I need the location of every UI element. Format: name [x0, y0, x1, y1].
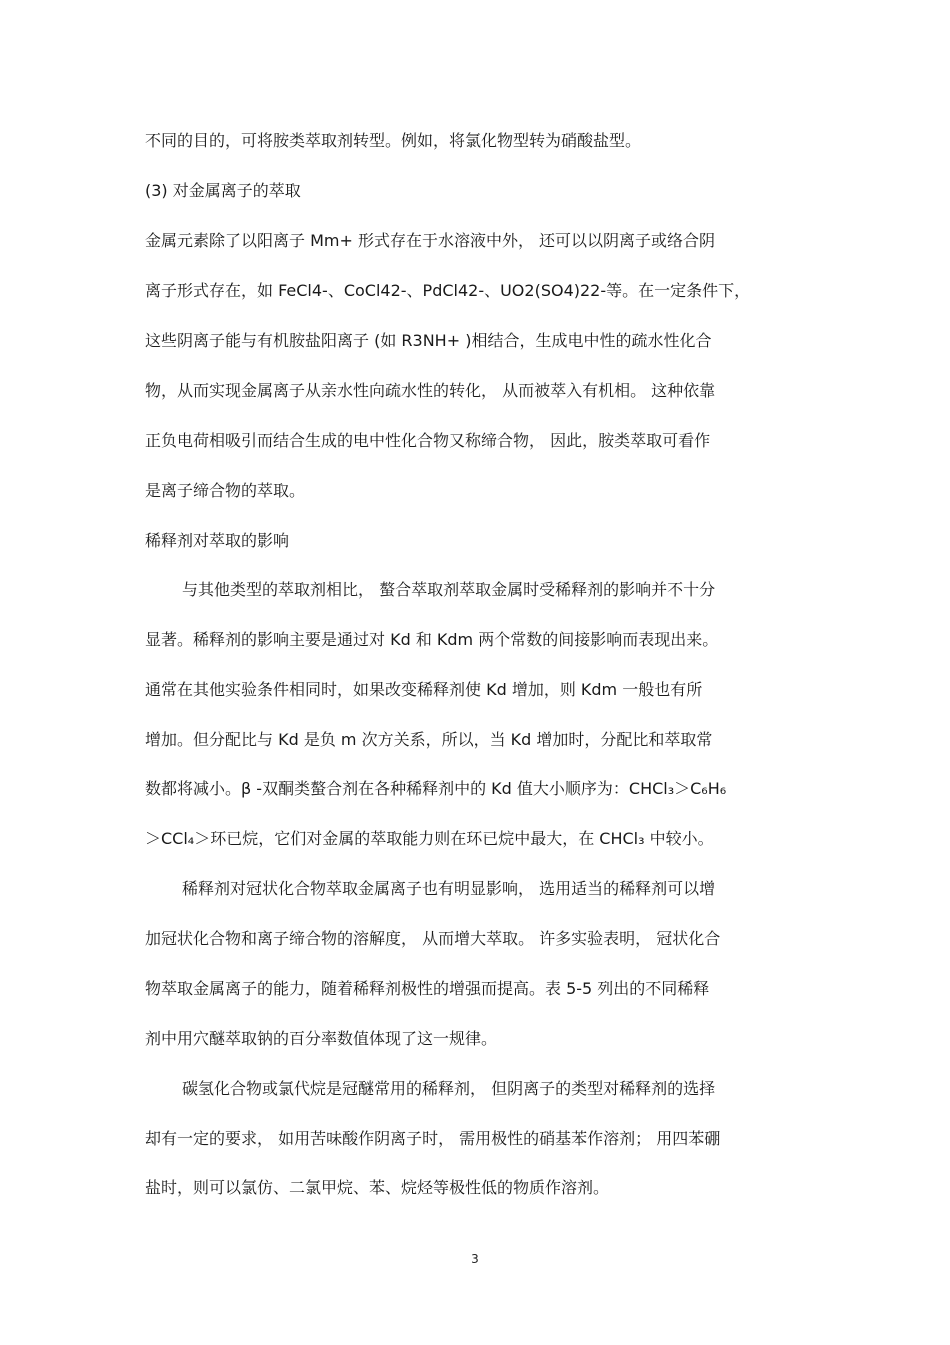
paragraph-line: 碳氢化合物或氯代烷是冠醚常用的稀释剂， 但阴离子的类型对稀释剂的选择: [182, 1079, 716, 1098]
paragraph-line: 离子形式存在，如 FeCl4-、CoCl42-、PdCl42-、UO2(SO4)22-等。在一定条件下，: [145, 281, 751, 300]
paragraph-line: 正负电荷相吸引而结合生成的电中性化合物又称缔合物， 因此，胺类萃取可看作: [145, 431, 711, 450]
paragraph-line: ＞CCl₄＞环已烷，它们对金属的萃取能力则在环已烷中最大，在 CHCl₃ 中较小。: [145, 829, 714, 848]
paragraph-line: 数都将减小。β -双酮类螯合剂在各种稀释剂中的 Kd 值大小顺序为：CHCl₃＞C₆H₆: [145, 779, 727, 798]
paragraph-line: 物萃取金属离子的能力，随着稀释剂极性的增强而提高。表 5-5 列出的不同稀释: [145, 979, 710, 998]
paragraph-line: 稀释剂对冠状化合物萃取金属离子也有明显影响， 选用适当的稀释剂可以增: [182, 879, 716, 898]
paragraph-line: 金属元素除了以阳离子 Mm+ 形式存在于水溶液中外， 还可以以阴离子或络合阴: [145, 231, 716, 250]
paragraph-line: 剂中用穴醚萃取钠的百分率数值体现了这一规律。: [145, 1029, 498, 1048]
page-number: 3: [471, 1252, 479, 1266]
paragraph-line: 增加。但分配比与 Kd 是负 m 次方关系，所以，当 Kd 增加时，分配比和萃取常: [145, 730, 713, 749]
paragraph-line: 通常在其他实验条件相同时，如果改变稀释剂使 Kd 增加，则 Kdm 一般也有所: [145, 680, 703, 699]
paragraph-line: 这些阴离子能与有机胺盐阳离子 (如 R3NH+ )相结合，生成电中性的疏水性化合: [145, 331, 712, 350]
paragraph-line: 不同的目的，可将胺类萃取剂转型。例如，将氯化物型转为硝酸盐型。: [145, 131, 642, 150]
paragraph-line: 显著。稀释剂的影响主要是通过对 Kd 和 Kdm 两个常数的间接影响而表现出来。: [145, 630, 719, 649]
paragraph-line: 盐时，则可以氯仿、二氯甲烷、苯、烷烃等极性低的物质作溶剂。: [145, 1178, 610, 1197]
paragraph-line: 加冠状化合物和离子缔合物的溶解度， 从而增大萃取。 许多实验表明， 冠状化合: [145, 929, 721, 948]
paragraph-line: 却有一定的要求， 如用苦味酸作阴离子时， 需用极性的硝基苯作溶剂； 用四苯硼: [145, 1129, 721, 1148]
paragraph-line: 与其他类型的萃取剂相比， 螯合萃取剂萃取金属时受稀释剂的影响并不十分: [182, 580, 716, 599]
section-heading: (3) 对金属离子的萃取: [145, 181, 301, 200]
paragraph-line: 是离子缔合物的萃取。: [145, 481, 306, 500]
section-heading: 稀释剂对萃取的影响: [145, 531, 290, 550]
paragraph-line: 物，从而实现金属离子从亲水性向疏水性的转化， 从而被萃入有机相。 这种依靠: [145, 381, 716, 400]
